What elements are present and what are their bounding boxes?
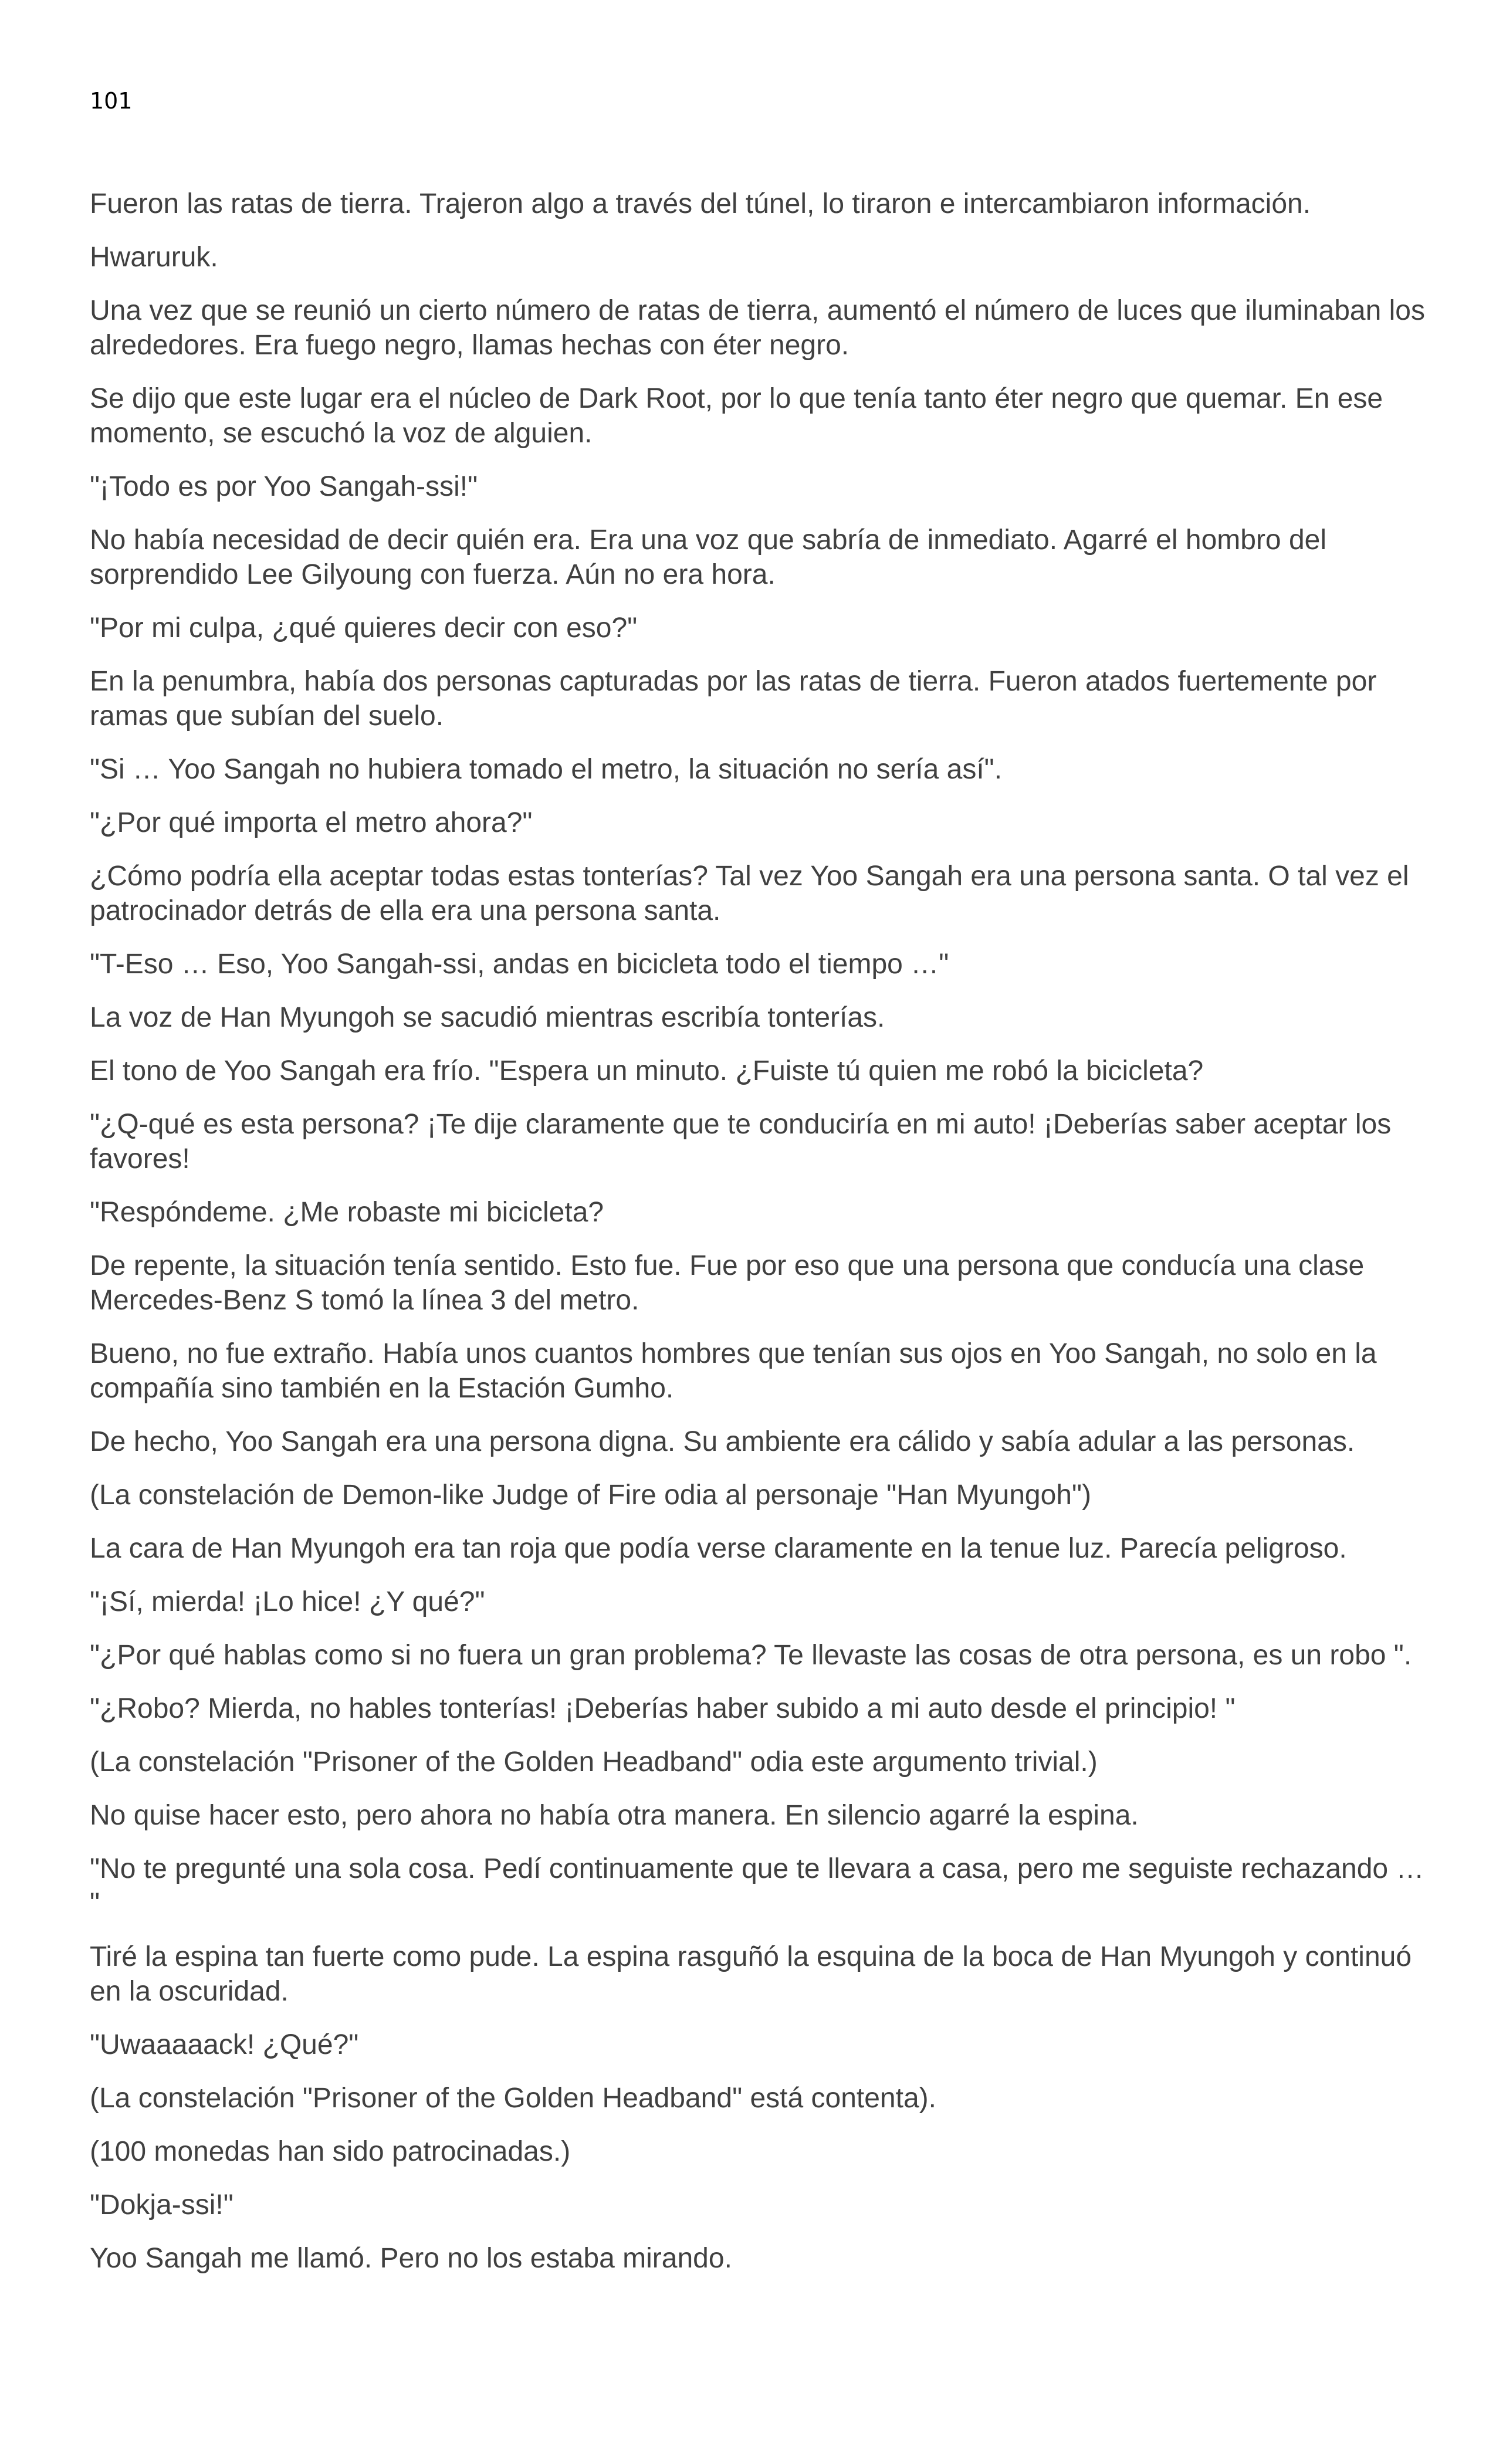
paragraph: "¿Q-qué es esta persona? ¡Te dije claramente que te conduciría en mi auto! ¡Deberías saber aceptar los favores! bbox=[90, 1109, 1392, 1175]
paragraph: Hwaruruk. bbox=[90, 242, 218, 273]
paragraph: "T-Eso … Eso, Yoo Sangah-ssi, andas en bicicleta todo el tiempo …" bbox=[90, 949, 949, 980]
paragraph: La cara de Han Myungoh era tan roja que podía verse claramente en la tenue luz. Parecía peligroso. bbox=[90, 1533, 1347, 1564]
paragraph: "Respóndeme. ¿Me robaste mi bicicleta? bbox=[90, 1197, 604, 1228]
paragraph: (100 monedas han sido patrocinadas.) bbox=[90, 2136, 571, 2167]
paragraph: De repente, la situación tenía sentido. Esto fue. Fue por eso que una persona que conducía una clase Mercedes-Benz S tomó la línea 3 del metro. bbox=[90, 1250, 1365, 1316]
paragraph: Bueno, no fue extraño. Había unos cuantos hombres que tenían sus ojos en Yoo Sangah, no solo en la compañía sino también en la Estación Gumho. bbox=[90, 1338, 1377, 1404]
paragraph: "¿Por qué importa el metro ahora?" bbox=[90, 807, 533, 838]
paragraph: Fueron las ratas de tierra. Trajeron algo a través del túnel, lo tiraron e intercambiaron información. bbox=[90, 188, 1311, 219]
paragraph: (La constelación de Demon-like Judge of Fire odia al personaje "Han Myungoh") bbox=[90, 1480, 1092, 1511]
paragraph: "Si … Yoo Sangah no hubiera tomado el metro, la situación no sería así". bbox=[90, 754, 1003, 785]
paragraph: Se dijo que este lugar era el núcleo de Dark Root, por lo que tenía tanto éter negro que quemar. En ese momento, se escuchó la voz de alguien. bbox=[90, 383, 1383, 449]
paragraph: "¡Sí, mierda! ¡Lo hice! ¿Y qué?" bbox=[90, 1586, 485, 1617]
paragraph: (La constelación "Prisoner of the Golden Headband" odia este argumento trivial.) bbox=[90, 1747, 1098, 1778]
paragraph: "¿Por qué hablas como si no fuera un gran problema? Te llevaste las cosas de otra persona, es un robo ". bbox=[90, 1640, 1412, 1671]
page-number: 101 bbox=[90, 88, 133, 114]
paragraph: No quise hacer esto, pero ahora no había otra manera. En silencio agarré la espina. bbox=[90, 1800, 1139, 1831]
paragraph: (La constelación "Prisoner of the Golden Headband" está contenta). bbox=[90, 2083, 936, 2114]
paragraph: "Dokja-ssi!" bbox=[90, 2189, 233, 2221]
paragraph: De hecho, Yoo Sangah era una persona digna. Su ambiente era cálido y sabía adular a las personas. bbox=[90, 1426, 1355, 1457]
paragraph: Una vez que se reunió un cierto número de ratas de tierra, aumentó el número de luces que iluminaban los alrededores. Era fuego negro, llamas hechas con éter negro. bbox=[90, 295, 1425, 361]
paragraph: "Por mi culpa, ¿qué quieres decir con eso?" bbox=[90, 612, 638, 644]
paragraph: Yoo Sangah me llamó. Pero no los estaba mirando. bbox=[90, 2243, 732, 2274]
paragraph: "¡Todo es por Yoo Sangah-ssi!" bbox=[90, 471, 478, 502]
paragraph: "¿Robo? Mierda, no hables tonterías! ¡Deberías haber subido a mi auto desde el principio! " bbox=[90, 1693, 1236, 1724]
paragraph: No había necesidad de decir quién era. Era una voz que sabría de inmediato. Agarré el hombro del sorprendido Lee Gilyoung con fuerza. Aún no era hora. bbox=[90, 524, 1327, 590]
paragraph: "Uwaaaaack! ¿Qué?" bbox=[90, 2029, 359, 2060]
paragraph: En la penumbra, había dos personas capturadas por las ratas de tierra. Fueron atados fuertemente por ramas que subían del suelo. bbox=[90, 666, 1377, 732]
paragraph: El tono de Yoo Sangah era frío. "Espera un minuto. ¿Fuiste tú quien me robó la bicicleta? bbox=[90, 1055, 1204, 1087]
paragraph: "No te pregunté una sola cosa. Pedí continuamente que te llevara a casa, pero me seguiste rechazando … " bbox=[90, 1853, 1424, 1919]
paragraph: ¿Cómo podría ella aceptar todas estas tonterías? Tal vez Yoo Sangah era una persona santa. O tal vez el patrocinador detrás de ella era una persona santa. bbox=[90, 861, 1409, 926]
paragraph: La voz de Han Myungoh se sacudió mientras escribía tonterías. bbox=[90, 1002, 885, 1033]
paragraph: Tiré la espina tan fuerte como pude. La espina rasguñó la esquina de la boca de Han Myungoh y continuó en la oscuridad. bbox=[90, 1941, 1412, 2007]
page-body bbox=[90, 187, 1433, 2294]
